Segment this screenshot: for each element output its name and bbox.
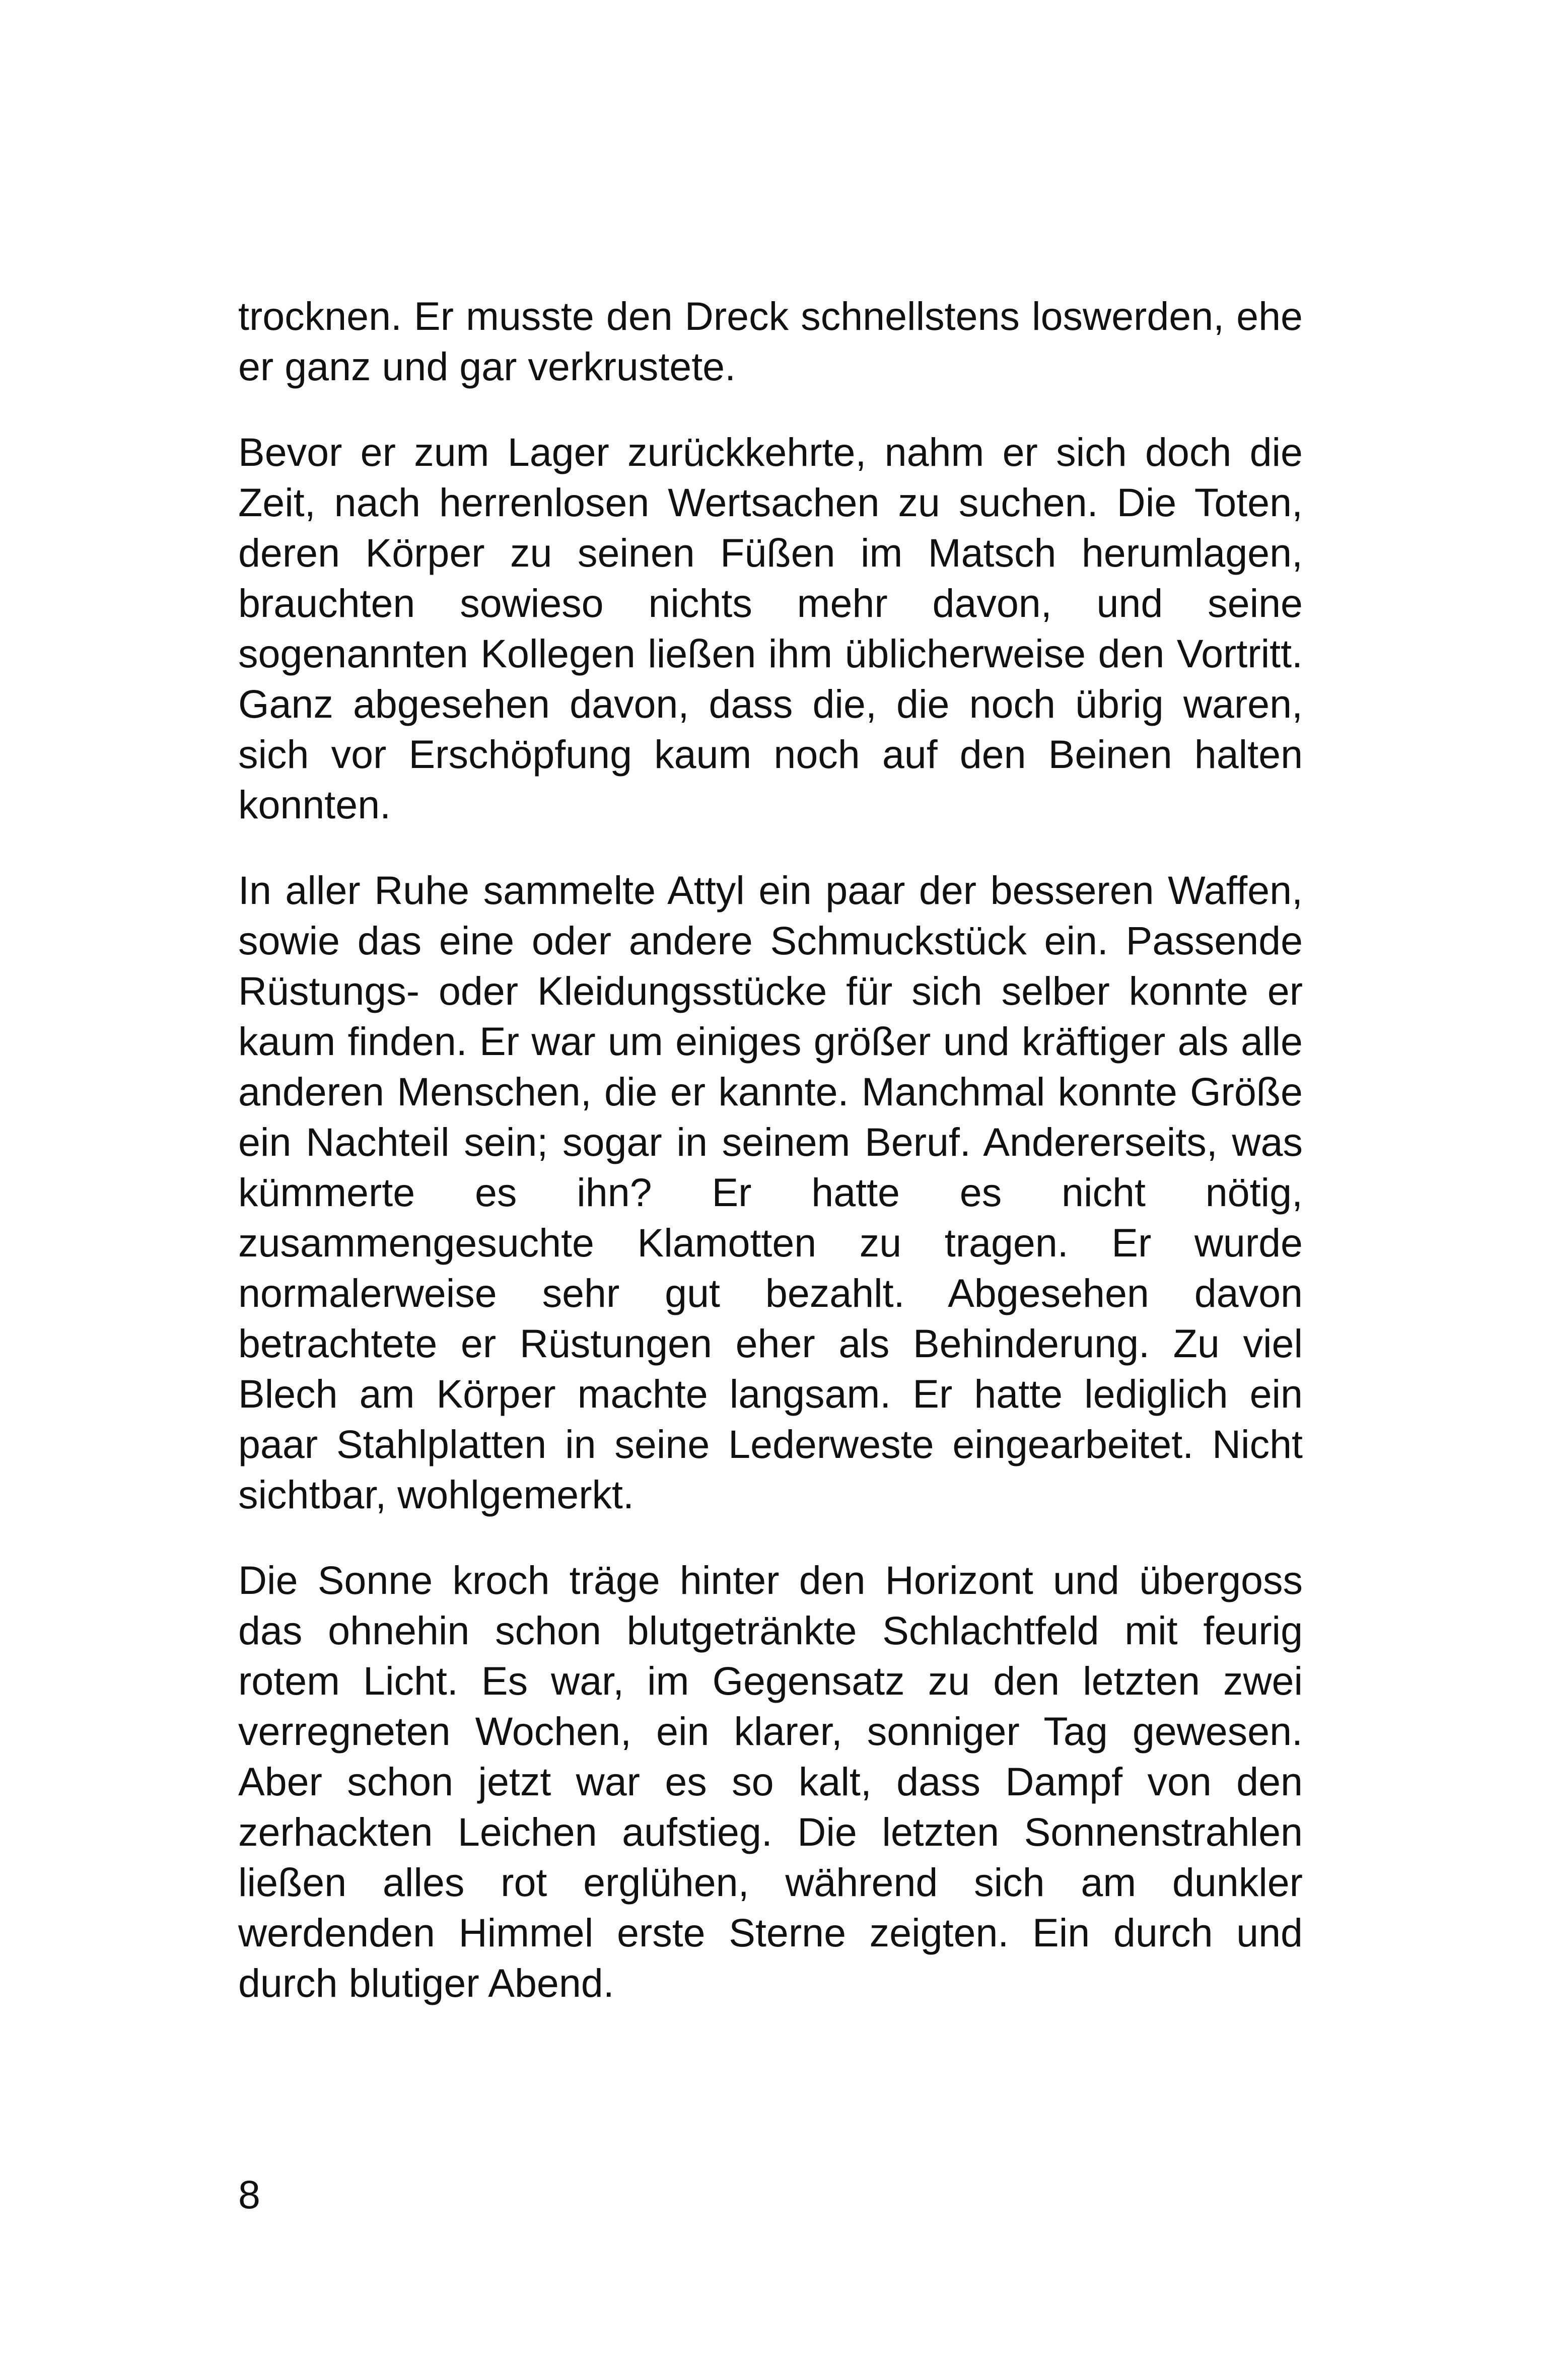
paragraph-4: Die Sonne kroch träge hinter den Horizont und übergoss das ohnehin schon blutgetränkte Schlachtfeld mit feurig rotem Licht. Es war, im Gegensatz zu den letzten zwei verregneten Wochen, ein klarer, sonniger Tag gewesen. Aber schon jetzt war es so kalt, dass Dampf von den zerhackten Leichen aufstieg. Die letzten Sonnenstrahlen ließen alles rot erglühen, während sich am dunkler werdenden Himmel erste Sterne zeigten. Ein durch und durch blutiger Abend. [238,1558,1303,2005]
paragraph-3: In aller Ruhe sammelte Attyl ein paar der besseren Waffen, sowie das eine oder andere Schmuckstück ein. Passende Rüstungs- oder Kleidungsstücke für sich selber konnte er kaum finden. Er war um einiges größer und kräftiger als alle anderen Menschen, die er kannte. Manchmal konnte Größe ein Nachteil sein; sogar in seinem Beruf. Andererseits, was kümmerte es ihn? Er hatte es nicht nötig, zusammengesuchte Klamotten zu tragen. Er wurde normalerweise sehr gut bezahlt. Abgesehen davon betrachtete er Rüstungen eher als Behinderung. Zu viel Blech am Körper machte langsam. Er hatte lediglich ein paar Stahlplatten in seine Lederweste eingearbeitet. Nicht sichtbar, wohlgemerkt. [238,868,1303,1517]
body-text [238,291,1303,2008]
page-number: 8 [238,2172,260,2217]
paragraph-1: trocknen. Er musste den Dreck schnellstens loswerden, ehe er ganz und gar verkrustete. [238,294,1303,389]
paragraph-2: Bevor er zum Lager zurückkehrte, nahm er sich doch die Zeit, nach herrenlosen Wertsachen zu suchen. Die Toten, deren Körper zu seinen Füßen im Matsch herumlagen, brauchten sowieso nichts mehr davon, und seine sogenannten Kollegen ließen ihm üblicherweise den Vortritt. Ganz abgesehen davon, dass die, die noch übrig waren, sich vor Erschöpfung kaum noch auf den Beinen halten konnten. [238,430,1303,827]
